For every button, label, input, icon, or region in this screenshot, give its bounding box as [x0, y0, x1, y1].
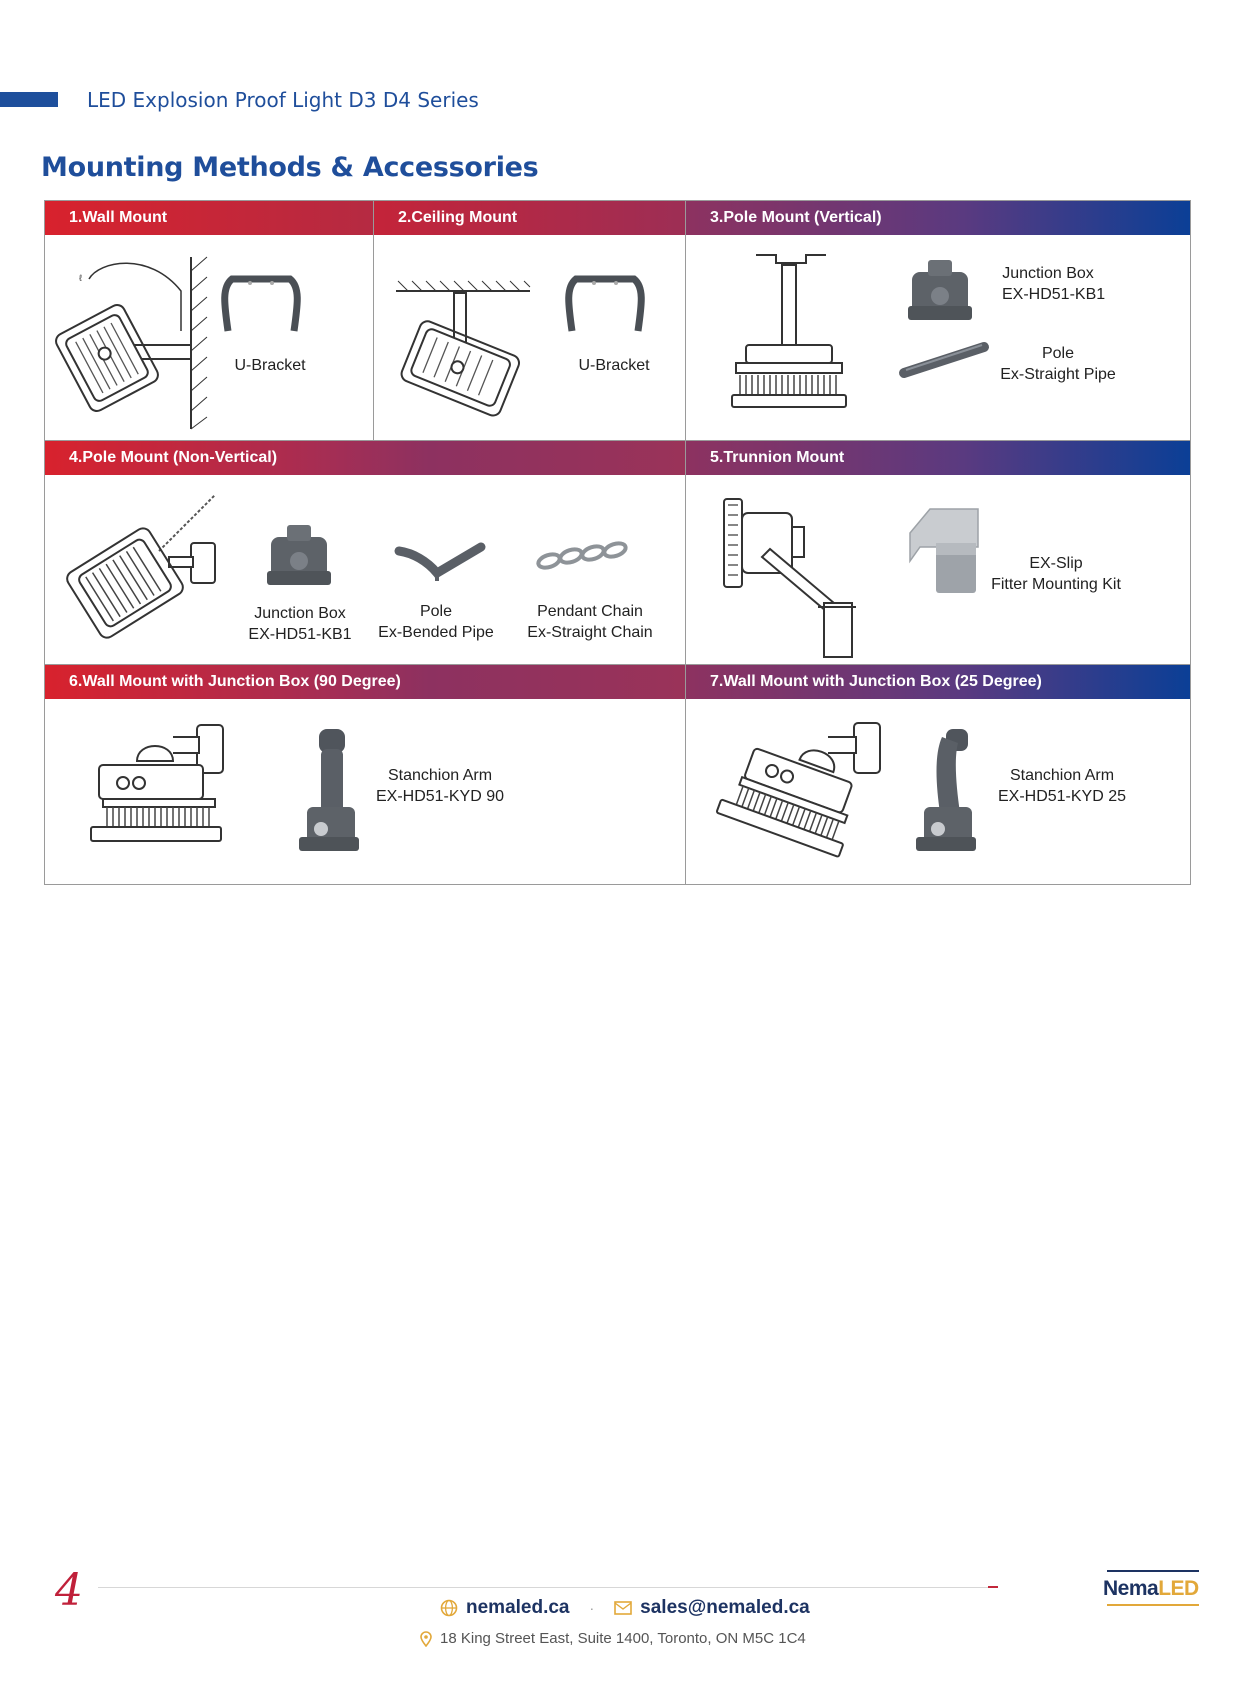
u-bracket-label: U-Bracket	[234, 357, 306, 374]
u-bracket-icon	[564, 273, 646, 333]
footer-contacts	[440, 1597, 810, 1619]
series-title: LED Explosion Proof Light D3 D4 Series	[87, 88, 479, 112]
stanchion-arm-90-icon	[299, 725, 359, 855]
slip-fitter-icon	[906, 503, 982, 595]
email-link[interactable]: sales@nemaled.ca	[640, 1597, 810, 1618]
junction-box-icon	[267, 521, 331, 587]
mail-icon	[614, 1601, 632, 1615]
logo-text: NemaLED	[1103, 1577, 1199, 1600]
section-wall-mount	[44, 200, 374, 441]
section-title: 4.Pole Mount (Non-Vertical)	[45, 441, 685, 475]
section-pole-mount-vertical	[685, 200, 1191, 441]
straight-pipe-label: Pole Ex-Straight Pipe	[1000, 345, 1116, 383]
bended-pipe-icon	[393, 537, 489, 583]
bended-pipe-label: Pole Ex-Bended Pipe	[378, 603, 494, 641]
pole-mount-vertical-drawing	[726, 251, 856, 411]
junction-box-label: Junction Box EX-HD51-KB1	[248, 605, 352, 643]
stanchion-arm-90-label: Stanchion Arm EX-HD51-KYD 90	[375, 767, 505, 805]
website-link[interactable]: nemaled.ca	[466, 1597, 570, 1618]
wall-mount-drawing	[59, 251, 239, 431]
page-number: 4	[55, 1565, 83, 1616]
section-title: 3.Pole Mount (Vertical)	[686, 201, 1190, 235]
section-title: 1.Wall Mount	[45, 201, 373, 235]
straight-pipe-icon	[900, 339, 990, 381]
section-wall-mount-jb-25	[685, 664, 1191, 885]
section-title: 5.Trunnion Mount	[686, 441, 1190, 475]
u-bracket-icon	[220, 273, 302, 333]
section-title: 6.Wall Mount with Junction Box (90 Degree)	[45, 665, 685, 699]
chain-label: Pendant Chain Ex-Straight Chain	[527, 603, 653, 641]
footer-divider	[98, 1587, 990, 1588]
wall-mount-25-drawing	[716, 721, 886, 855]
nemaled-logo	[1103, 1563, 1203, 1611]
junction-box-icon	[908, 256, 972, 322]
footer-accent-dash	[988, 1586, 998, 1588]
address-text: 18 King Street East, Suite 1400, Toronto, ON M5C 1C4	[440, 1630, 806, 1647]
header-accent-bar	[0, 92, 58, 107]
pole-mount-non-vertical-drawing	[69, 493, 229, 643]
u-bracket-label: U-Bracket	[578, 357, 650, 374]
chain-icon	[535, 541, 639, 571]
page-heading: Mounting Methods & Accessories	[41, 152, 539, 183]
stanchion-arm-25-label: Stanchion Arm EX-HD51-KYD 25	[997, 767, 1127, 805]
logo-top-line	[1107, 1570, 1199, 1572]
footer-address	[420, 1630, 806, 1647]
ceiling-mount-drawing	[394, 281, 544, 421]
svg-text:ℓ: ℓ	[79, 273, 82, 283]
location-pin-icon	[420, 1631, 432, 1647]
section-title: 2.Ceiling Mount	[374, 201, 685, 235]
logo-bottom-line	[1107, 1604, 1199, 1606]
section-wall-mount-jb-90	[44, 664, 686, 885]
section-trunnion-mount	[685, 440, 1191, 665]
contact-separator: ·	[589, 1600, 595, 1616]
junction-box-label: Junction Box EX-HD51-KB1	[1002, 265, 1106, 303]
section-ceiling-mount	[373, 200, 686, 441]
stanchion-arm-25-icon	[914, 725, 980, 855]
section-pole-mount-non-vertical	[44, 440, 686, 665]
globe-icon	[440, 1599, 458, 1617]
trunnion-mount-drawing	[722, 497, 862, 659]
section-title: 7.Wall Mount with Junction Box (25 Degree)	[686, 665, 1190, 699]
wall-mount-90-drawing	[89, 723, 239, 851]
slip-fitter-label: EX-Slip Fitter Mounting Kit	[991, 555, 1121, 593]
